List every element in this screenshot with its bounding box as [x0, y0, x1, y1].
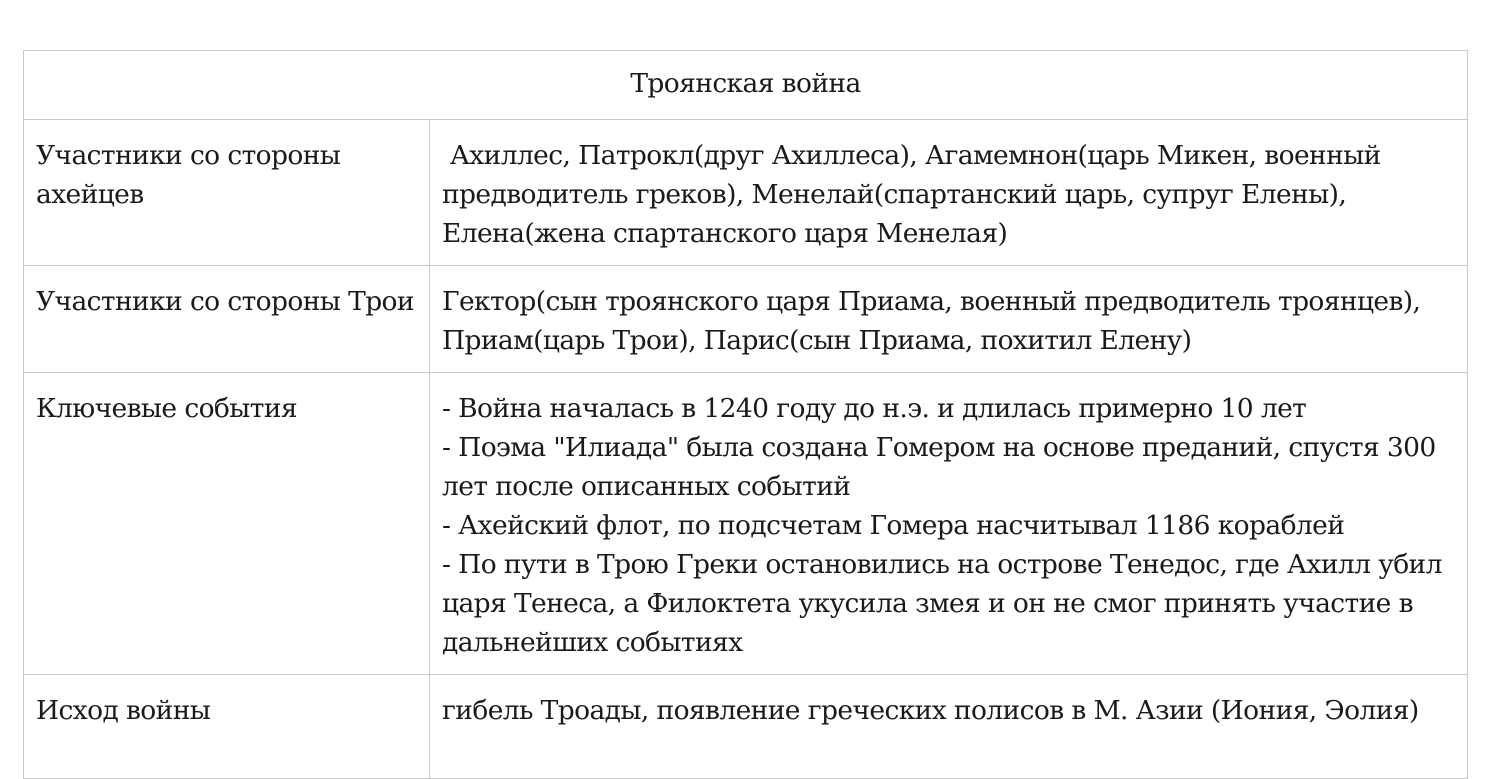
- table-row-war-outcome: [24, 675, 1468, 779]
- table-row-trojan-participants: [24, 266, 1468, 373]
- row-content: гибель Троады, появление греческих полисов в М. Азии (Иония, Эолия): [430, 675, 1468, 779]
- row-content: Гектор(сын троянского царя Приама, военный предводитель троянцев), Приам(царь Трои), Парис(сын Приама, похитил Елену): [430, 266, 1468, 373]
- events-list: [442, 389, 1455, 662]
- table-row-achaean-participants: [24, 120, 1468, 266]
- trojan-war-table: [23, 50, 1468, 779]
- event-item: - Поэма "Илиада" была создана Гомером на основе преданий, спустя 300 лет после описанных событий: [442, 432, 1436, 502]
- row-content: Ахиллес, Патрокл(друг Ахиллеса), Агамемнон(царь Микен, военный предводитель греков), Менелай(спартанский царь, супруг Елены), Елена(жена спартанского царя Менелая): [430, 120, 1468, 266]
- table-title: Троянская война: [24, 51, 1468, 120]
- event-item: - Война началась в 1240 году до н.э. и длилась примерно 10 лет: [442, 393, 1307, 424]
- row-content: [430, 373, 1468, 675]
- event-item: - По пути в Трою Греки остановились на острове Тенедос, где Ахилл убил царя Тенеса, а Филоктета укусила змея и он не смог принять участие в дальнейших событиях: [442, 549, 1442, 658]
- table-title-row: [24, 51, 1468, 120]
- row-label: Исход войны: [24, 675, 430, 779]
- row-label: Участники со стороны ахейцев: [24, 120, 430, 266]
- event-item: - Ахейский флот, по подсчетам Гомера насчитывал 1186 кораблей: [442, 510, 1345, 541]
- row-label: Участники со стороны Трои: [24, 266, 430, 373]
- table-row-key-events: [24, 373, 1468, 675]
- row-label: Ключевые события: [24, 373, 430, 675]
